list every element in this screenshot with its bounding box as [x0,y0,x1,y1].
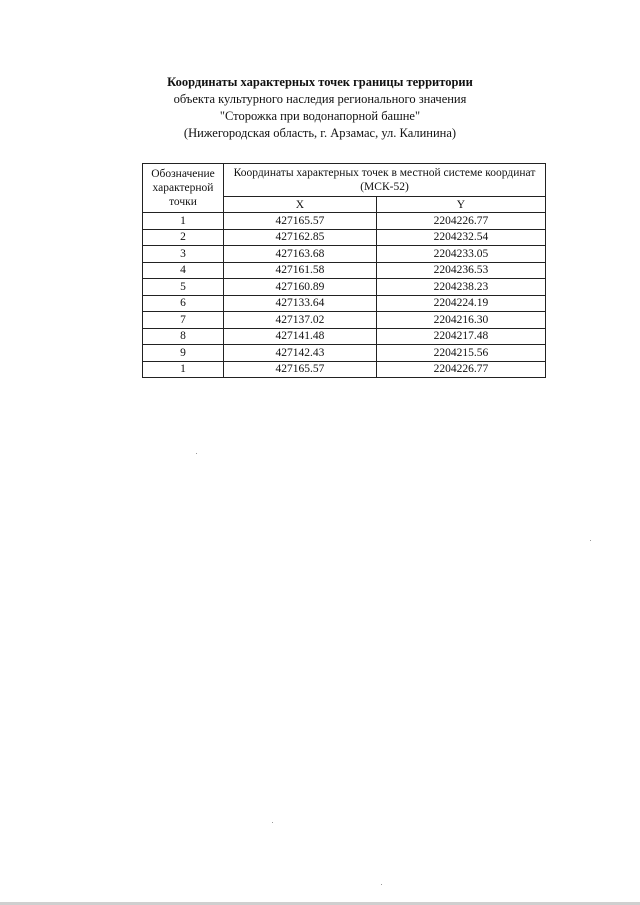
y-cell: 2204232.54 [376,229,545,246]
x-cell: 427142.43 [224,345,377,362]
x-cell: 427133.64 [224,295,377,312]
scan-speck [196,453,197,454]
y-cell: 2204236.53 [376,262,545,279]
x-cell: 427163.68 [224,246,377,263]
y-cell: 2204226.77 [376,213,545,230]
point-cell: 1 [143,361,224,378]
y-cell: 2204217.48 [376,328,545,345]
table-row [143,229,546,246]
y-cell: 2204224.19 [376,295,545,312]
heading-line-name: "Сторожка при водонапорной башне" [219,109,421,123]
x-cell: 427165.57 [224,361,377,378]
scan-speck [381,884,382,885]
table-row [143,262,546,279]
coordinates-table [142,163,546,378]
y-cell: 2204216.30 [376,312,545,329]
y-cell: 2204238.23 [376,279,545,296]
y-cell: 2204215.56 [376,345,545,362]
table-row [143,295,546,312]
point-cell: 6 [143,295,224,312]
table-row [143,312,546,329]
scan-speck [272,822,273,823]
header-x: X [224,197,377,213]
point-cell: 4 [143,262,224,279]
document-heading [0,74,640,142]
document-title: Координаты характерных точек границы территории [167,75,473,89]
table-row [143,279,546,296]
x-cell: 427161.58 [224,262,377,279]
point-cell: 7 [143,312,224,329]
y-cell: 2204233.05 [376,246,545,263]
table-row [143,246,546,263]
header-coordinate-system: Координаты характерных точек в местной системе координат (МСК-52) [224,164,546,197]
x-cell: 427165.57 [224,213,377,230]
table-row [143,361,546,378]
header-y: Y [376,197,545,213]
heading-line-address: (Нижегородская область, г. Арзамас, ул. Калинина) [183,126,457,140]
x-cell: 427160.89 [224,279,377,296]
table-row [143,213,546,230]
point-cell: 5 [143,279,224,296]
point-cell: 1 [143,213,224,230]
table-row [143,345,546,362]
scan-speck [590,540,591,541]
point-cell: 8 [143,328,224,345]
point-cell: 9 [143,345,224,362]
x-cell: 427141.48 [224,328,377,345]
x-cell: 427137.02 [224,312,377,329]
table-row [143,328,546,345]
heading-line-object: объекта культурного наследия регионального значения [173,92,467,106]
point-cell: 2 [143,229,224,246]
x-cell: 427162.85 [224,229,377,246]
y-cell: 2204226.77 [376,361,545,378]
header-point-designation: Обозначение характерной точки [143,164,224,213]
point-cell: 3 [143,246,224,263]
